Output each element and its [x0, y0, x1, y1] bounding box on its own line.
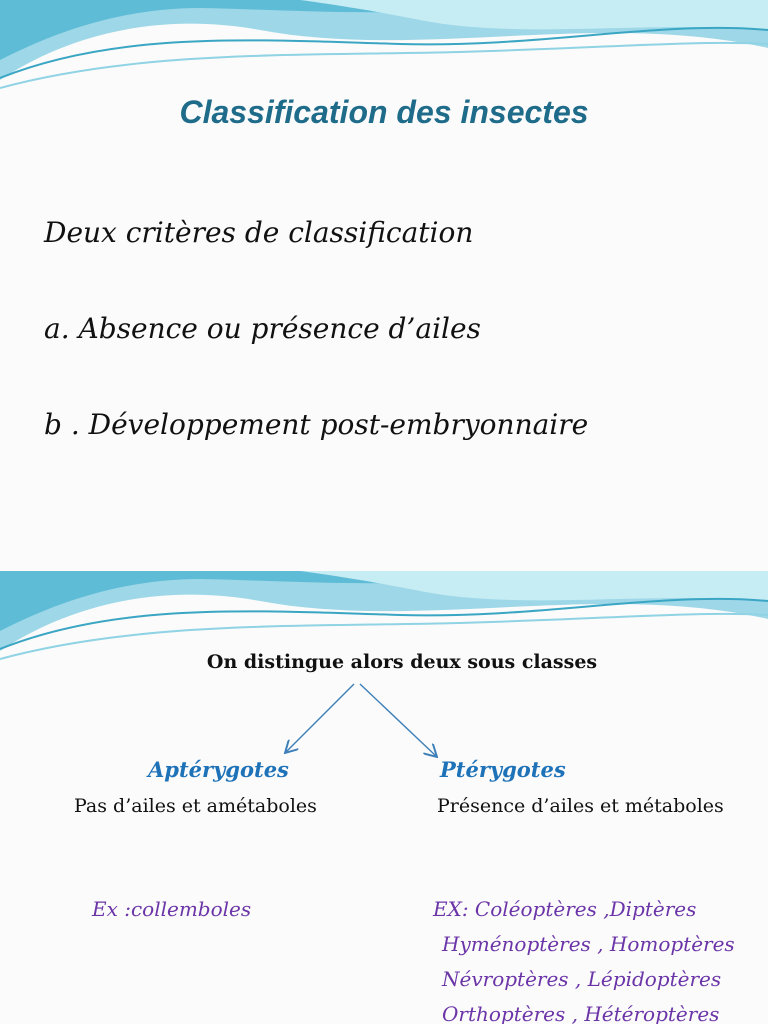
arrow-right — [360, 684, 436, 756]
pterygotes-example-line: Névroptères , Lépidoptères — [442, 967, 722, 991]
subclass-intro: On distingue alors deux sous classes — [206, 651, 598, 673]
class-pterygotes: Ptérygotes — [440, 757, 566, 782]
pterygotes-example-line: Hyménoptères , Homoptères — [442, 932, 735, 956]
slide-title: Classification des insectes — [179, 94, 589, 130]
wave-decoration-top — [0, 0, 768, 100]
slide-2 — [0, 571, 768, 1024]
criterion-a: a. Absence ou présence d’ailes — [44, 312, 481, 345]
apterygotes-example: Ex :collemboles — [92, 897, 252, 921]
apterygotes-description: Pas d’ailes et amétaboles — [74, 795, 317, 817]
pterygotes-example-line: EX: Coléoptères ,Diptères — [433, 897, 697, 921]
pterygotes-description: Présence d’ailes et métaboles — [437, 795, 724, 817]
class-apterygotes: Aptérygotes — [148, 757, 289, 782]
pterygotes-example-line: Orthoptères , Hétéroptères — [442, 1002, 720, 1024]
criterion-b: b . Développement post-embryonnaire — [44, 408, 589, 441]
arrow-left — [286, 684, 354, 752]
criteria-intro: Deux critères de classification — [44, 216, 474, 249]
